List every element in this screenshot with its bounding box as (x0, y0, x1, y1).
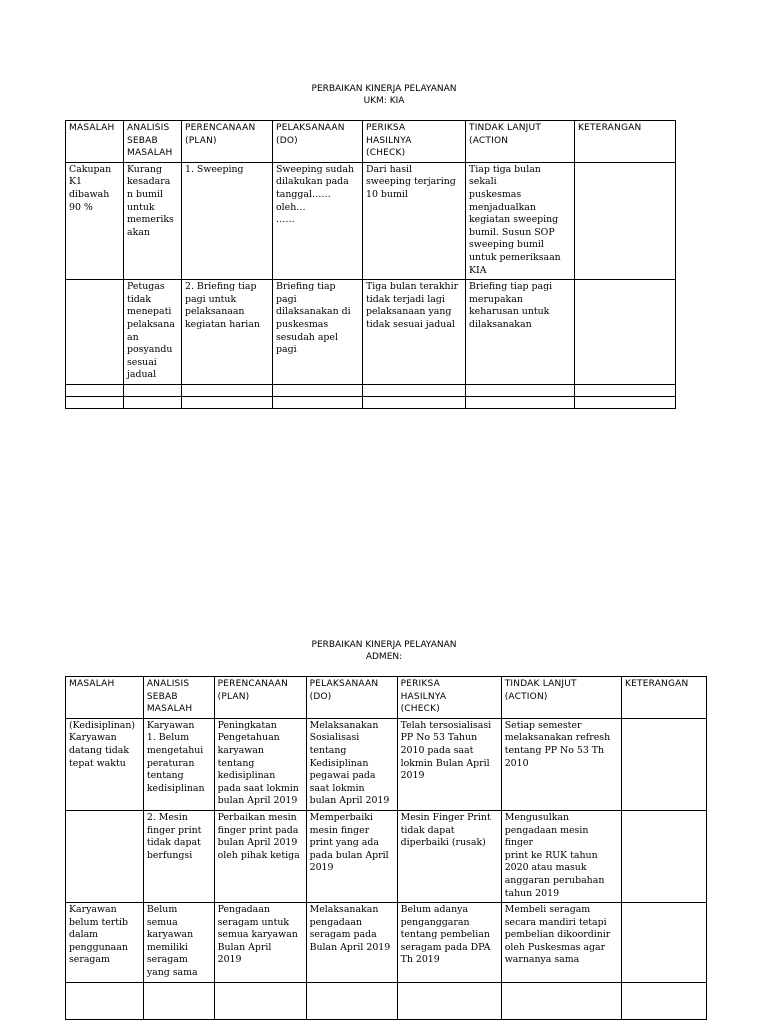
cell-analisis: Karyawan 1. Belum mengetahui peraturan tentang kedisiplinan (143, 718, 214, 810)
cell-pelaksanaan: Memperbaiki mesin finger print yang ada pada bulan April 2019 (306, 810, 397, 902)
cell-masalah (66, 280, 124, 385)
cell-periksa (397, 982, 501, 1019)
cell-tindak-lanjut (501, 982, 621, 1019)
cell-perencanaan (214, 982, 306, 1019)
cell-pelaksanaan: Melaksanakan Sosialisasi tentang Kedisiplinan pegawai pada saat lokmin bulan April 2019 (306, 718, 397, 810)
cell-tindak-lanjut: Membeli seragam secara mandiri tetapi pembelian dikoordinir oleh Puskesmas agar warnanya sama (501, 903, 621, 983)
cell-analisis: Petugas tidak menepati pelaksana an posyandu sesuai jadual (124, 280, 182, 385)
header-keterangan: KETERANGAN (575, 121, 676, 163)
cell-perencanaan: Peningkatan Pengetahuan karyawan tentang kedisiplinan pada saat lokmin bulan April 2019 (214, 718, 306, 810)
section-2-table (65, 676, 707, 1020)
table-row (66, 810, 707, 902)
header-keterangan: KETERANGAN (622, 677, 707, 719)
cell-masalah (66, 982, 144, 1019)
cell-keterangan (575, 162, 676, 279)
section-1-title: PERBAIKAN KINERJA PELAYANAN (311, 84, 457, 94)
cell-analisis: Belum semua karyawan memiliki seragam yang sama (143, 903, 214, 983)
cell-tindak-lanjut: Briefing tiap pagi merupakan keharusan untuk dilaksanakan (466, 280, 575, 385)
cell-keterangan (575, 280, 676, 385)
blank-row (66, 384, 676, 396)
section-1-subtitle: UKM: KIA (363, 96, 405, 106)
cell-pelaksanaan (306, 982, 397, 1019)
cell-keterangan (622, 810, 707, 902)
section-2-title: PERBAIKAN KINERJA PELAYANAN (311, 640, 457, 650)
cell-periksa: Belum adanya penganggaran tentang pembelian seragam pada DPA Th 2019 (397, 903, 501, 983)
cell-masalah: Karyawan belum tertib dalam penggunaan seragam (66, 903, 144, 983)
header-masalah: MASALAH (66, 121, 124, 163)
table-row (66, 718, 707, 810)
header-masalah: MASALAH (66, 677, 144, 719)
header-tindak-lanjut: TINDAK LANJUT (ACTION) (501, 677, 621, 719)
cell-masalah (66, 810, 144, 902)
cell-tindak-lanjut: Tiap tiga bulan sekali puskesmas menjadualkan kegiatan sweeping bumil. Susun SOP sweeping bumil untuk pemeriksaan KIA (466, 162, 575, 279)
cell-pelaksanaan: Sweeping sudah dilakukan pada tanggal……oleh… …… (273, 162, 363, 279)
cell-keterangan (622, 982, 707, 1019)
table-row (66, 280, 676, 385)
header-pelaksanaan: PELAKSANAAN (DO) (273, 121, 363, 163)
table-row (66, 162, 676, 279)
blank-row (66, 396, 676, 408)
cell-perencanaan: 1. Sweeping (182, 162, 273, 279)
cell-keterangan (622, 903, 707, 983)
section-1-table (65, 120, 676, 409)
cell-perencanaan: Perbaikan mesin finger print pada bulan April 2019 oleh pihak ketiga (214, 810, 306, 902)
cell-tindak-lanjut: Mengusulkan pengadaan mesin finger print ke RUK tahun 2020 atau masuk anggaran perubahan tahun 2019 (501, 810, 621, 902)
cell-pelaksanaan: Briefing tiap pagi dilaksanakan di puskesmas sesudah apel pagi (273, 280, 363, 385)
cell-analisis: Kurang kesadara n bumil untuk memeriks akan (124, 162, 182, 279)
cell-analisis (143, 982, 214, 1019)
header-pelaksanaan: PELAKSANAAN (DO) (306, 677, 397, 719)
header-tindak-lanjut: TINDAK LANJUT (ACTION (466, 121, 575, 163)
header-periksa: PERIKSA HASILNYA (CHECK) (363, 121, 466, 163)
cell-tindak-lanjut: Setiap semester melaksanakan refresh tentang PP No 53 Th 2010 (501, 718, 621, 810)
cell-perencanaan: 2. Briefing tiap pagi untuk pelaksanaan kegiatan harian (182, 280, 273, 385)
header-periksa: PERIKSA HASILNYA (CHECK) (397, 677, 501, 719)
cell-keterangan (622, 718, 707, 810)
cell-masalah: (Kedisiplinan) Karyawan datang tidak tepat waktu (66, 718, 144, 810)
table-row (66, 982, 707, 1019)
table-row (66, 903, 707, 983)
header-analisis: ANALISIS SEBAB MASALAH (143, 677, 214, 719)
cell-pelaksanaan: Melaksanakan pengadaan seragam pada Bulan April 2019 (306, 903, 397, 983)
header-perencanaan: PERENCANAAN (PLAN) (214, 677, 306, 719)
header-analisis: ANALISIS SEBAB MASALAH (124, 121, 182, 163)
table-header-row (66, 121, 676, 163)
cell-periksa: Telah tersosialisasi PP No 53 Tahun 2010 pada saat lokmin Bulan April 2019 (397, 718, 501, 810)
cell-masalah: Cakupan K1 dibawah 90 % (66, 162, 124, 279)
cell-periksa: Tiga bulan terakhir tidak terjadi lagi pelaksanaan yang tidak sesuai jadual (363, 280, 466, 385)
cell-perencanaan: Pengadaan seragam untuk semua karyawan Bulan April 2019 (214, 903, 306, 983)
header-perencanaan: PERENCANAAN (PLAN) (182, 121, 273, 163)
cell-periksa: Dari hasil sweeping terjaring 10 bumil (363, 162, 466, 279)
table-header-row (66, 677, 707, 719)
cell-periksa: Mesin Finger Print tidak dapat diperbaiki (rusak) (397, 810, 501, 902)
cell-analisis: 2. Mesin finger print tidak dapat berfungsi (143, 810, 214, 902)
section-2-subtitle: ADMEN: (365, 652, 403, 662)
